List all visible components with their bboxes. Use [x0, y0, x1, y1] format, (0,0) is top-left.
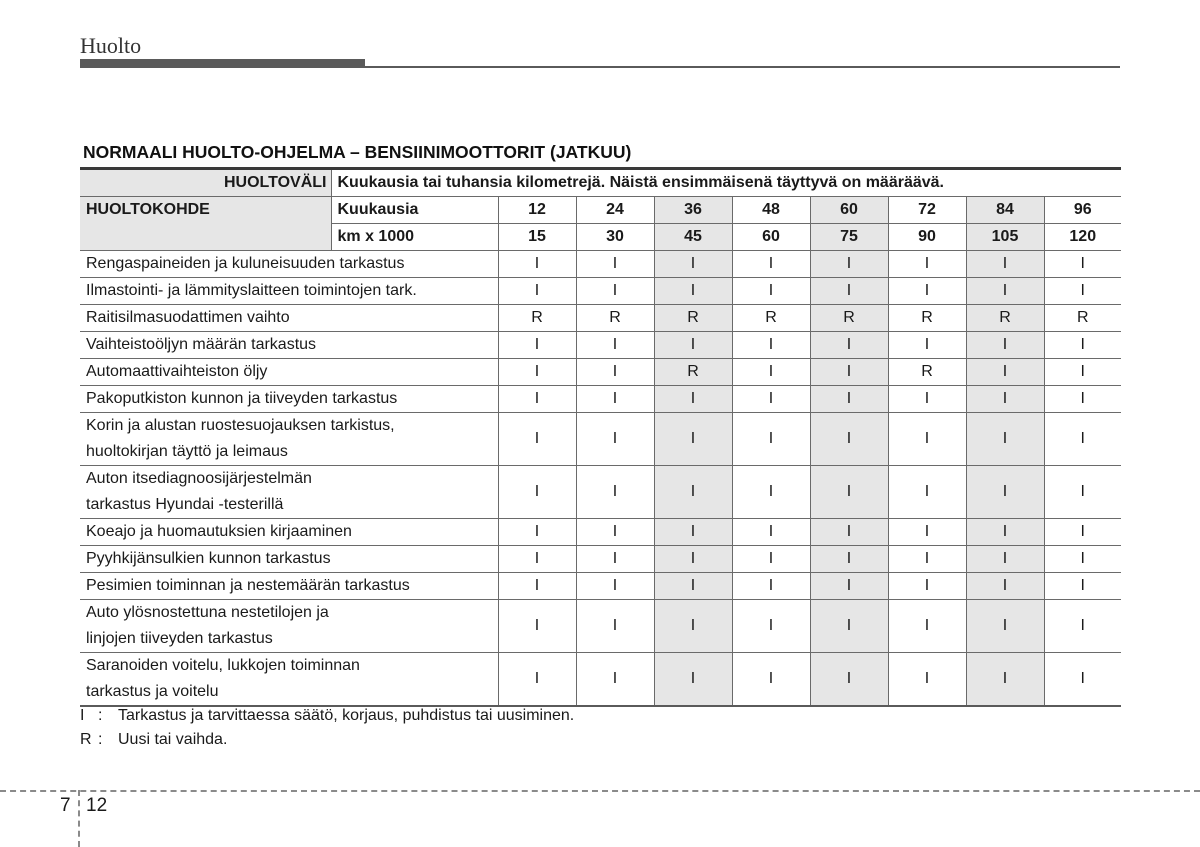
- item-name: [80, 466, 498, 519]
- item-name-line: Auton itsediagnoosijärjestelmän: [86, 470, 312, 487]
- schedule-cell: I: [966, 653, 1044, 707]
- item-name: [80, 573, 498, 600]
- schedule-cell: I: [1044, 546, 1121, 573]
- schedule-cell: I: [966, 386, 1044, 413]
- item-name-line: Auto ylösnostettuna nestetilojen ja: [86, 604, 329, 621]
- schedule-cell: I: [576, 359, 654, 386]
- schedule-cell: I: [810, 519, 888, 546]
- schedule-cell: I: [654, 466, 732, 519]
- schedule-cell: I: [966, 413, 1044, 466]
- schedule-cell: I: [1044, 278, 1121, 305]
- legend-item-i: [80, 707, 574, 725]
- schedule-cell: I: [810, 600, 888, 653]
- schedule-cell: I: [888, 466, 966, 519]
- months-value: 84: [966, 197, 1044, 224]
- item-name: [80, 653, 498, 707]
- item-label: HUOLTOKOHDE: [80, 197, 331, 251]
- schedule-cell: I: [966, 332, 1044, 359]
- km-value: 30: [576, 224, 654, 251]
- schedule-cell: I: [888, 413, 966, 466]
- months-value: 48: [732, 197, 810, 224]
- schedule-cell: I: [810, 573, 888, 600]
- schedule-cell: I: [498, 278, 576, 305]
- legend-key: I: [80, 707, 85, 724]
- table-row: [80, 359, 1121, 386]
- schedule-cell: I: [576, 546, 654, 573]
- schedule-cell: I: [810, 546, 888, 573]
- item-name-line: Automaattivaihteiston öljy: [86, 363, 268, 380]
- schedule-cell: I: [576, 251, 654, 278]
- schedule-cell: R: [888, 359, 966, 386]
- table-row: [80, 305, 1121, 332]
- item-name: [80, 305, 498, 332]
- schedule-cell: I: [966, 519, 1044, 546]
- schedule-cell: I: [732, 466, 810, 519]
- schedule-cell: I: [576, 332, 654, 359]
- item-name: [80, 359, 498, 386]
- schedule-cell: I: [966, 278, 1044, 305]
- interval-description: Kuukausia tai tuhansia kilometrejä. Näistä ensimmäisenä täyttyvä on määräävä.: [331, 170, 1121, 197]
- legend-sep: :: [98, 707, 103, 724]
- schedule-cell: R: [654, 305, 732, 332]
- table-row: [80, 600, 1121, 653]
- schedule-cell: I: [498, 466, 576, 519]
- schedule-cell: I: [966, 466, 1044, 519]
- schedule-cell: I: [654, 519, 732, 546]
- schedule-cell: I: [966, 600, 1044, 653]
- schedule-cell: I: [654, 251, 732, 278]
- schedule-cell: R: [576, 305, 654, 332]
- schedule-cell: I: [1044, 332, 1121, 359]
- schedule-cell: R: [888, 305, 966, 332]
- schedule-cell: R: [810, 305, 888, 332]
- schedule-cell: I: [732, 600, 810, 653]
- schedule-cell: I: [732, 251, 810, 278]
- schedule-cell: I: [1044, 413, 1121, 466]
- schedule-cell: I: [498, 573, 576, 600]
- km-value: 105: [966, 224, 1044, 251]
- item-name-line: tarkastus Hyundai -testerillä: [86, 496, 284, 513]
- km-value: 45: [654, 224, 732, 251]
- schedule-cell: I: [810, 332, 888, 359]
- page-number: 12: [86, 795, 108, 816]
- km-value: 120: [1044, 224, 1121, 251]
- interval-label: HUOLTOVÄLI: [80, 170, 331, 197]
- table-row: [80, 519, 1121, 546]
- schedule-cell: I: [654, 546, 732, 573]
- schedule-cell: I: [1044, 573, 1121, 600]
- schedule-cell: I: [1044, 466, 1121, 519]
- months-label: Kuukausia: [331, 197, 498, 224]
- schedule-cell: I: [966, 573, 1044, 600]
- table-row: [80, 466, 1121, 519]
- schedule-cell: I: [654, 413, 732, 466]
- schedule-cell: I: [732, 653, 810, 707]
- schedule-cell: I: [732, 278, 810, 305]
- item-name-line: Pesimien toiminnan ja nestemäärän tarkastus: [86, 577, 410, 594]
- schedule-cell: I: [1044, 386, 1121, 413]
- schedule-cell: I: [810, 278, 888, 305]
- schedule-cell: I: [576, 466, 654, 519]
- schedule-cell: R: [1044, 305, 1121, 332]
- schedule-cell: I: [888, 519, 966, 546]
- schedule-cell: R: [966, 305, 1044, 332]
- table-row: [80, 251, 1121, 278]
- schedule-cell: I: [576, 413, 654, 466]
- table-row: [80, 573, 1121, 600]
- item-name-line: Saranoiden voitelu, lukkojen toiminnan: [86, 657, 360, 674]
- schedule-cell: I: [732, 359, 810, 386]
- schedule-cell: I: [888, 386, 966, 413]
- schedule-cell: I: [732, 386, 810, 413]
- schedule-cell: I: [888, 546, 966, 573]
- table-row: [80, 278, 1121, 305]
- schedule-cell: I: [810, 466, 888, 519]
- schedule-cell: I: [654, 386, 732, 413]
- header-rule: [365, 66, 1120, 68]
- schedule-cell: I: [498, 251, 576, 278]
- legend-key: R: [80, 731, 92, 748]
- footer-divider: [78, 790, 80, 847]
- schedule-cell: I: [654, 600, 732, 653]
- item-name-line: Korin ja alustan ruostesuojauksen tarkistus,: [86, 417, 395, 434]
- schedule-cell: I: [966, 359, 1044, 386]
- schedule-cell: I: [654, 332, 732, 359]
- schedule-cell: I: [1044, 519, 1121, 546]
- item-name-line: Ilmastointi- ja lämmityslaitteen toimintojen tark.: [86, 282, 417, 299]
- item-name: [80, 546, 498, 573]
- item-name: [80, 600, 498, 653]
- months-row: [80, 197, 1121, 224]
- schedule-cell: I: [576, 653, 654, 707]
- months-value: 60: [810, 197, 888, 224]
- months-value: 12: [498, 197, 576, 224]
- legend-sep: :: [98, 731, 103, 748]
- legend-text: Tarkastus ja tarvittaessa säätö, korjaus, puhdistus tai uusiminen.: [118, 707, 575, 724]
- months-value: 36: [654, 197, 732, 224]
- legend-item-r: [80, 731, 227, 749]
- schedule-cell: I: [498, 600, 576, 653]
- table-row: [80, 332, 1121, 359]
- schedule-cell: I: [888, 573, 966, 600]
- schedule-cell: R: [732, 305, 810, 332]
- item-name-line: Koeajo ja huomautuksien kirjaaminen: [86, 523, 352, 540]
- schedule-cell: I: [1044, 359, 1121, 386]
- schedule-cell: I: [498, 332, 576, 359]
- item-name: [80, 332, 498, 359]
- table-row: [80, 653, 1121, 707]
- schedule-cell: I: [810, 359, 888, 386]
- item-name: [80, 413, 498, 466]
- schedule-cell: I: [1044, 653, 1121, 707]
- schedule-cell: I: [654, 573, 732, 600]
- item-name-line: Pyyhkijänsulkien kunnon tarkastus: [86, 550, 331, 567]
- item-name: [80, 251, 498, 278]
- schedule-cell: I: [576, 278, 654, 305]
- schedule-cell: I: [498, 653, 576, 707]
- schedule-cell: I: [498, 386, 576, 413]
- maintenance-schedule-table: [80, 170, 1121, 707]
- table-row: [80, 386, 1121, 413]
- months-value: 24: [576, 197, 654, 224]
- header-bar: [80, 59, 365, 68]
- schedule-cell: I: [888, 600, 966, 653]
- schedule-cell: I: [576, 600, 654, 653]
- table-row: [80, 546, 1121, 573]
- item-name-line: Pakoputkiston kunnon ja tiiveyden tarkastus: [86, 390, 398, 407]
- schedule-cell: I: [732, 546, 810, 573]
- schedule-cell: R: [654, 359, 732, 386]
- table-row: [80, 413, 1121, 466]
- schedule-cell: I: [654, 278, 732, 305]
- schedule-cell: I: [966, 546, 1044, 573]
- schedule-cell: I: [732, 519, 810, 546]
- legend-text: Uusi tai vaihda.: [118, 731, 228, 748]
- schedule-cell: I: [576, 519, 654, 546]
- schedule-cell: I: [576, 386, 654, 413]
- schedule-cell: I: [1044, 251, 1121, 278]
- schedule-cell: I: [498, 546, 576, 573]
- schedule-cell: I: [498, 413, 576, 466]
- months-value: 72: [888, 197, 966, 224]
- schedule-cell: I: [888, 332, 966, 359]
- schedule-cell: I: [888, 653, 966, 707]
- km-value: 75: [810, 224, 888, 251]
- item-name-line: Raitisilmasuodattimen vaihto: [86, 309, 290, 326]
- footer-rule: [0, 790, 1200, 792]
- schedule-cell: I: [888, 251, 966, 278]
- schedule-cell: I: [810, 653, 888, 707]
- schedule-cell: I: [732, 413, 810, 466]
- interval-row: [80, 170, 1121, 197]
- schedule-cell: R: [498, 305, 576, 332]
- item-name: [80, 386, 498, 413]
- schedule-cell: I: [732, 332, 810, 359]
- schedule-cell: I: [810, 386, 888, 413]
- km-value: 60: [732, 224, 810, 251]
- schedule-cell: I: [498, 359, 576, 386]
- section-title: NORMAALI HUOLTO-OHJELMA – BENSIINIMOOTTORIT (JATKUU): [83, 142, 632, 162]
- item-name: [80, 278, 498, 305]
- item-name-line: Rengaspaineiden ja kuluneisuuden tarkastus: [86, 255, 405, 272]
- page-header-title: Huolto: [80, 33, 142, 58]
- schedule-cell: I: [732, 573, 810, 600]
- months-value: 96: [1044, 197, 1121, 224]
- item-name-line: huoltokirjan täyttö ja leimaus: [86, 443, 288, 460]
- schedule-cell: I: [966, 251, 1044, 278]
- schedule-cell: I: [1044, 600, 1121, 653]
- schedule-cell: I: [654, 653, 732, 707]
- item-name-line: linjojen tiiveyden tarkastus: [86, 630, 273, 647]
- schedule-cell: I: [810, 251, 888, 278]
- item-name-line: tarkastus ja voitelu: [86, 683, 219, 700]
- km-label: km x 1000: [331, 224, 498, 251]
- item-name-line: Vaihteistoöljyn määrän tarkastus: [86, 336, 317, 353]
- schedule-cell: I: [498, 519, 576, 546]
- chapter-number: 7: [60, 795, 71, 816]
- schedule-cell: I: [888, 278, 966, 305]
- km-value: 90: [888, 224, 966, 251]
- schedule-cell: I: [810, 413, 888, 466]
- item-name: [80, 519, 498, 546]
- km-value: 15: [498, 224, 576, 251]
- schedule-cell: I: [576, 573, 654, 600]
